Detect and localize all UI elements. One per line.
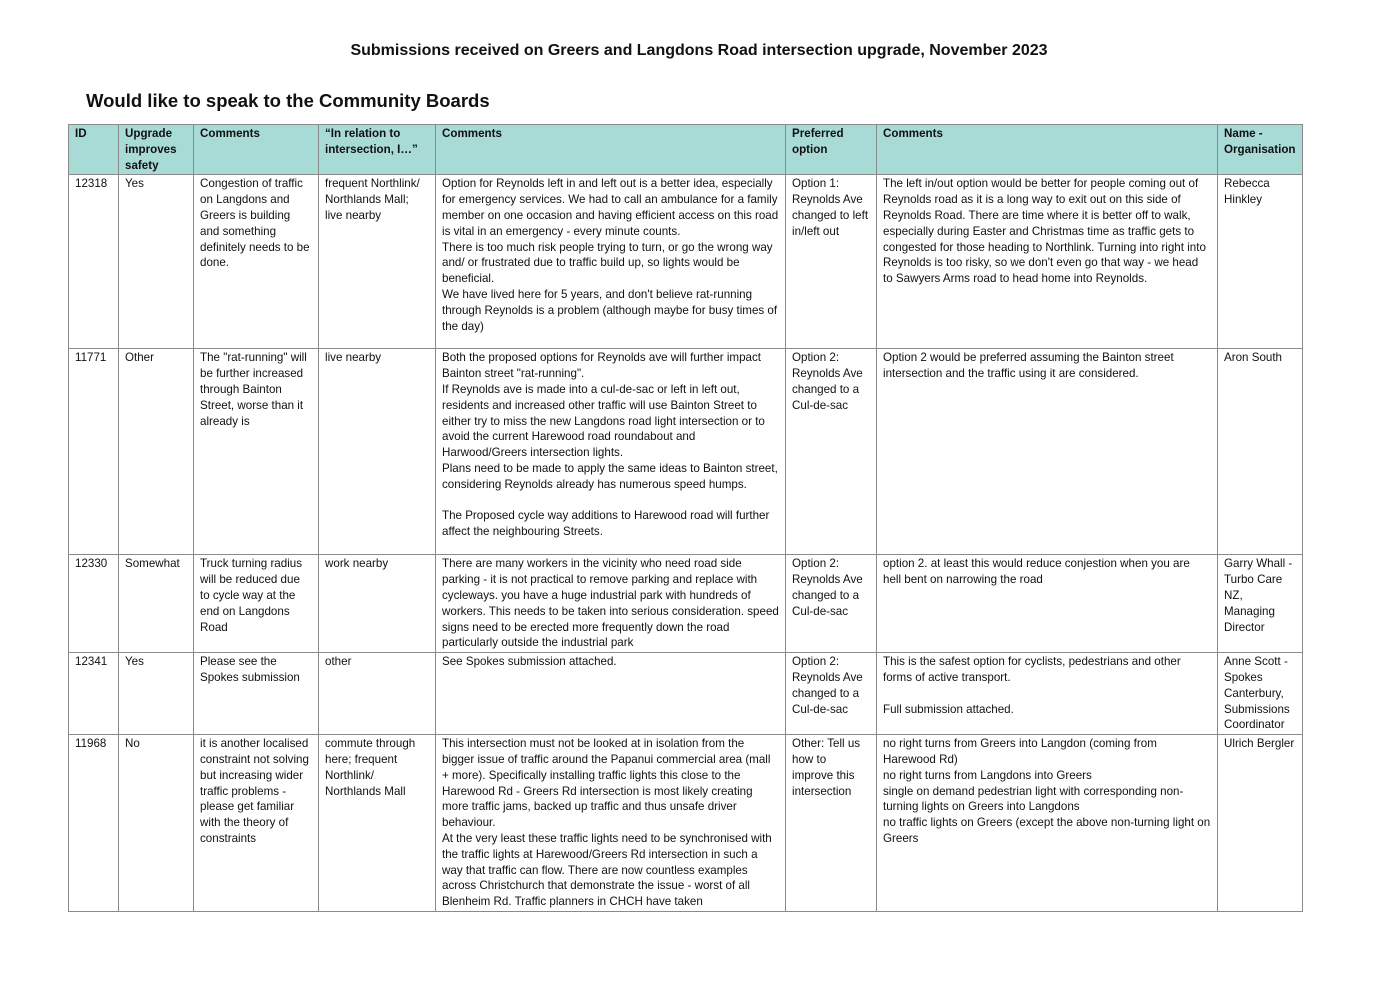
cell-name: Ulrich Bergler bbox=[1218, 735, 1303, 912]
cell-id: 12318 bbox=[69, 175, 119, 349]
cell-id: 12330 bbox=[69, 555, 119, 653]
cell-safety: Other bbox=[119, 349, 194, 555]
cell-preferred-option: Other: Tell us how to improve this intersection bbox=[786, 735, 877, 912]
cell-id: 12341 bbox=[69, 653, 119, 735]
cell-comments: Option 2 would be preferred assuming the Bainton street intersection and the traffic using it are considered. bbox=[877, 349, 1218, 555]
cell-preferred-option: Option 2: Reynolds Ave changed to a Cul-de-sac bbox=[786, 349, 877, 555]
table-row bbox=[69, 653, 1303, 735]
cell-comments: There are many workers in the vicinity who need road side parking - it is not practical to remove parking and replace with cycleways. you have a huge industrial park with hundreds of workers. This needs to be taken into serious consideration. speed signs need to be erected more frequently down the road particularly outside the industrial park bbox=[436, 555, 786, 653]
cell-name: Aron South bbox=[1218, 349, 1303, 555]
cell-comments: This intersection must not be looked at in isolation from the bigger issue of traffic around the Papanui commercial area (mall + more). Specifically installing traffic lights this close to the Harewood Rd - Greers Rd intersection is most likely creating more traffic jams, backed up traffic and thus unsafe driver behaviour. At the very least these traffic lights need to be synchronised with the traffic lights at Harewood/Greers Rd intersection in such a way that traffic can flow. There are now countless examples across Christchurch that demonstrate the issue - worst of all Blenheim Rd. Traffic planners in CHCH have taken bbox=[436, 735, 786, 912]
cell-name: Rebecca Hinkley bbox=[1218, 175, 1303, 349]
cell-safety: No bbox=[119, 735, 194, 912]
table-row bbox=[69, 735, 1303, 912]
table-row bbox=[69, 349, 1303, 555]
cell-relation: live nearby bbox=[319, 349, 436, 555]
cell-comments: This is the safest option for cyclists, pedestrians and other forms of active transport. Full submission attached. bbox=[877, 653, 1218, 735]
section-heading: Would like to speak to the Community Boards bbox=[86, 90, 490, 111]
column-header-id: ID bbox=[69, 125, 119, 175]
cell-comments: See Spokes submission attached. bbox=[436, 653, 786, 735]
cell-comments: Congestion of traffic on Langdons and Greers is building and something definitely needs to be done. bbox=[194, 175, 319, 349]
cell-id: 11968 bbox=[69, 735, 119, 912]
cell-comments: Truck turning radius will be reduced due to cycle way at the end on Langdons Road bbox=[194, 555, 319, 653]
cell-safety: Yes bbox=[119, 653, 194, 735]
column-header-safety: Upgrade improves safety bbox=[119, 125, 194, 175]
cell-comments: Both the proposed options for Reynolds ave will further impact Bainton street "rat-running". If Reynolds ave is made into a cul-de-sac or left in left out, residents and increased other traffic will use Bainton Street to either try to miss the new Langdons road light intersection or to avoid the current Harewood road roundabout and Harwood/Greers intersection lights. Plans need to be made to apply the same ideas to Bainton street, considering Reynolds already has numerous speed humps. The Proposed cycle way additions to Harewood road will further affect the neighbouring Streets. bbox=[436, 349, 786, 555]
cell-comments: The left in/out option would be better for people coming out of Reynolds road as it is a long way to exit out on this side of Reynolds Road. There are time where it is better off to walk, especially during Easter and Christmas time as traffic gets to congested for those heading to Northlink. Turning into right into Reynolds is too risky, so we don't even go that way - we head to Sawyers Arms road to head home into Reynolds. bbox=[877, 175, 1218, 349]
cell-comments: it is another localised constraint not solving but increasing wider traffic problems - please get familiar with the theory of constraints bbox=[194, 735, 319, 912]
column-header-relation: “In relation to intersection, I…” bbox=[319, 125, 436, 175]
column-header-comments: Comments bbox=[436, 125, 786, 175]
cell-name: Garry Whall - Turbo Care NZ, Managing Director bbox=[1218, 555, 1303, 653]
table-row bbox=[69, 555, 1303, 653]
table-header-row bbox=[69, 125, 1303, 175]
table-row bbox=[69, 175, 1303, 349]
column-header-comments: Comments bbox=[194, 125, 319, 175]
cell-relation: commute through here; frequent Northlink/ Northlands Mall bbox=[319, 735, 436, 912]
cell-preferred-option: Option 2: Reynolds Ave changed to a Cul-de-sac bbox=[786, 555, 877, 653]
cell-comments: Please see the Spokes submission bbox=[194, 653, 319, 735]
cell-safety: Somewhat bbox=[119, 555, 194, 653]
cell-comments: no right turns from Greers into Langdon (coming from Harewood Rd) no right turns from Langdons into Greers single on demand pedestrian light with corresponding non-turning lights on Greers into Langdons no traffic lights on Greers (except the above non-turning light on Greers bbox=[877, 735, 1218, 912]
submissions-table bbox=[68, 124, 1303, 912]
cell-preferred-option: Option 2: Reynolds Ave changed to a Cul-de-sac bbox=[786, 653, 877, 735]
column-header-comments: Comments bbox=[877, 125, 1218, 175]
column-header-preferred-option: Preferred option bbox=[786, 125, 877, 175]
cell-comments: option 2. at least this would reduce conjestion when you are hell bent on narrowing the road bbox=[877, 555, 1218, 653]
column-header-name-organisation: Name - Organisation bbox=[1218, 125, 1303, 175]
cell-relation: other bbox=[319, 653, 436, 735]
document-title: Submissions received on Greers and Langdons Road intersection upgrade, November 2023 bbox=[350, 42, 1048, 59]
cell-preferred-option: Option 1: Reynolds Ave changed to left in/left out bbox=[786, 175, 877, 349]
cell-comments: The "rat-running" will be further increased through Bainton Street, worse than it already is bbox=[194, 349, 319, 555]
cell-id: 11771 bbox=[69, 349, 119, 555]
cell-relation: work nearby bbox=[319, 555, 436, 653]
cell-safety: Yes bbox=[119, 175, 194, 349]
cell-comments: Option for Reynolds left in and left out is a better idea, especially for emergency services. We had to call an ambulance for a family member on one occasion and having efficient access on this road is vital in an emergency - every minute counts. There is too much risk people trying to turn, or go the wrong way and/ or frustrated due to traffic build up, so lights would be beneficial. We have lived here for 5 years, and don't believe rat-running through Reynolds is a problem (although maybe for busy times of the day) bbox=[436, 175, 786, 349]
cell-name: Anne Scott - Spokes Canterbury, Submissions Coordinator bbox=[1218, 653, 1303, 735]
cell-relation: frequent Northlink/ Northlands Mall; live nearby bbox=[319, 175, 436, 349]
